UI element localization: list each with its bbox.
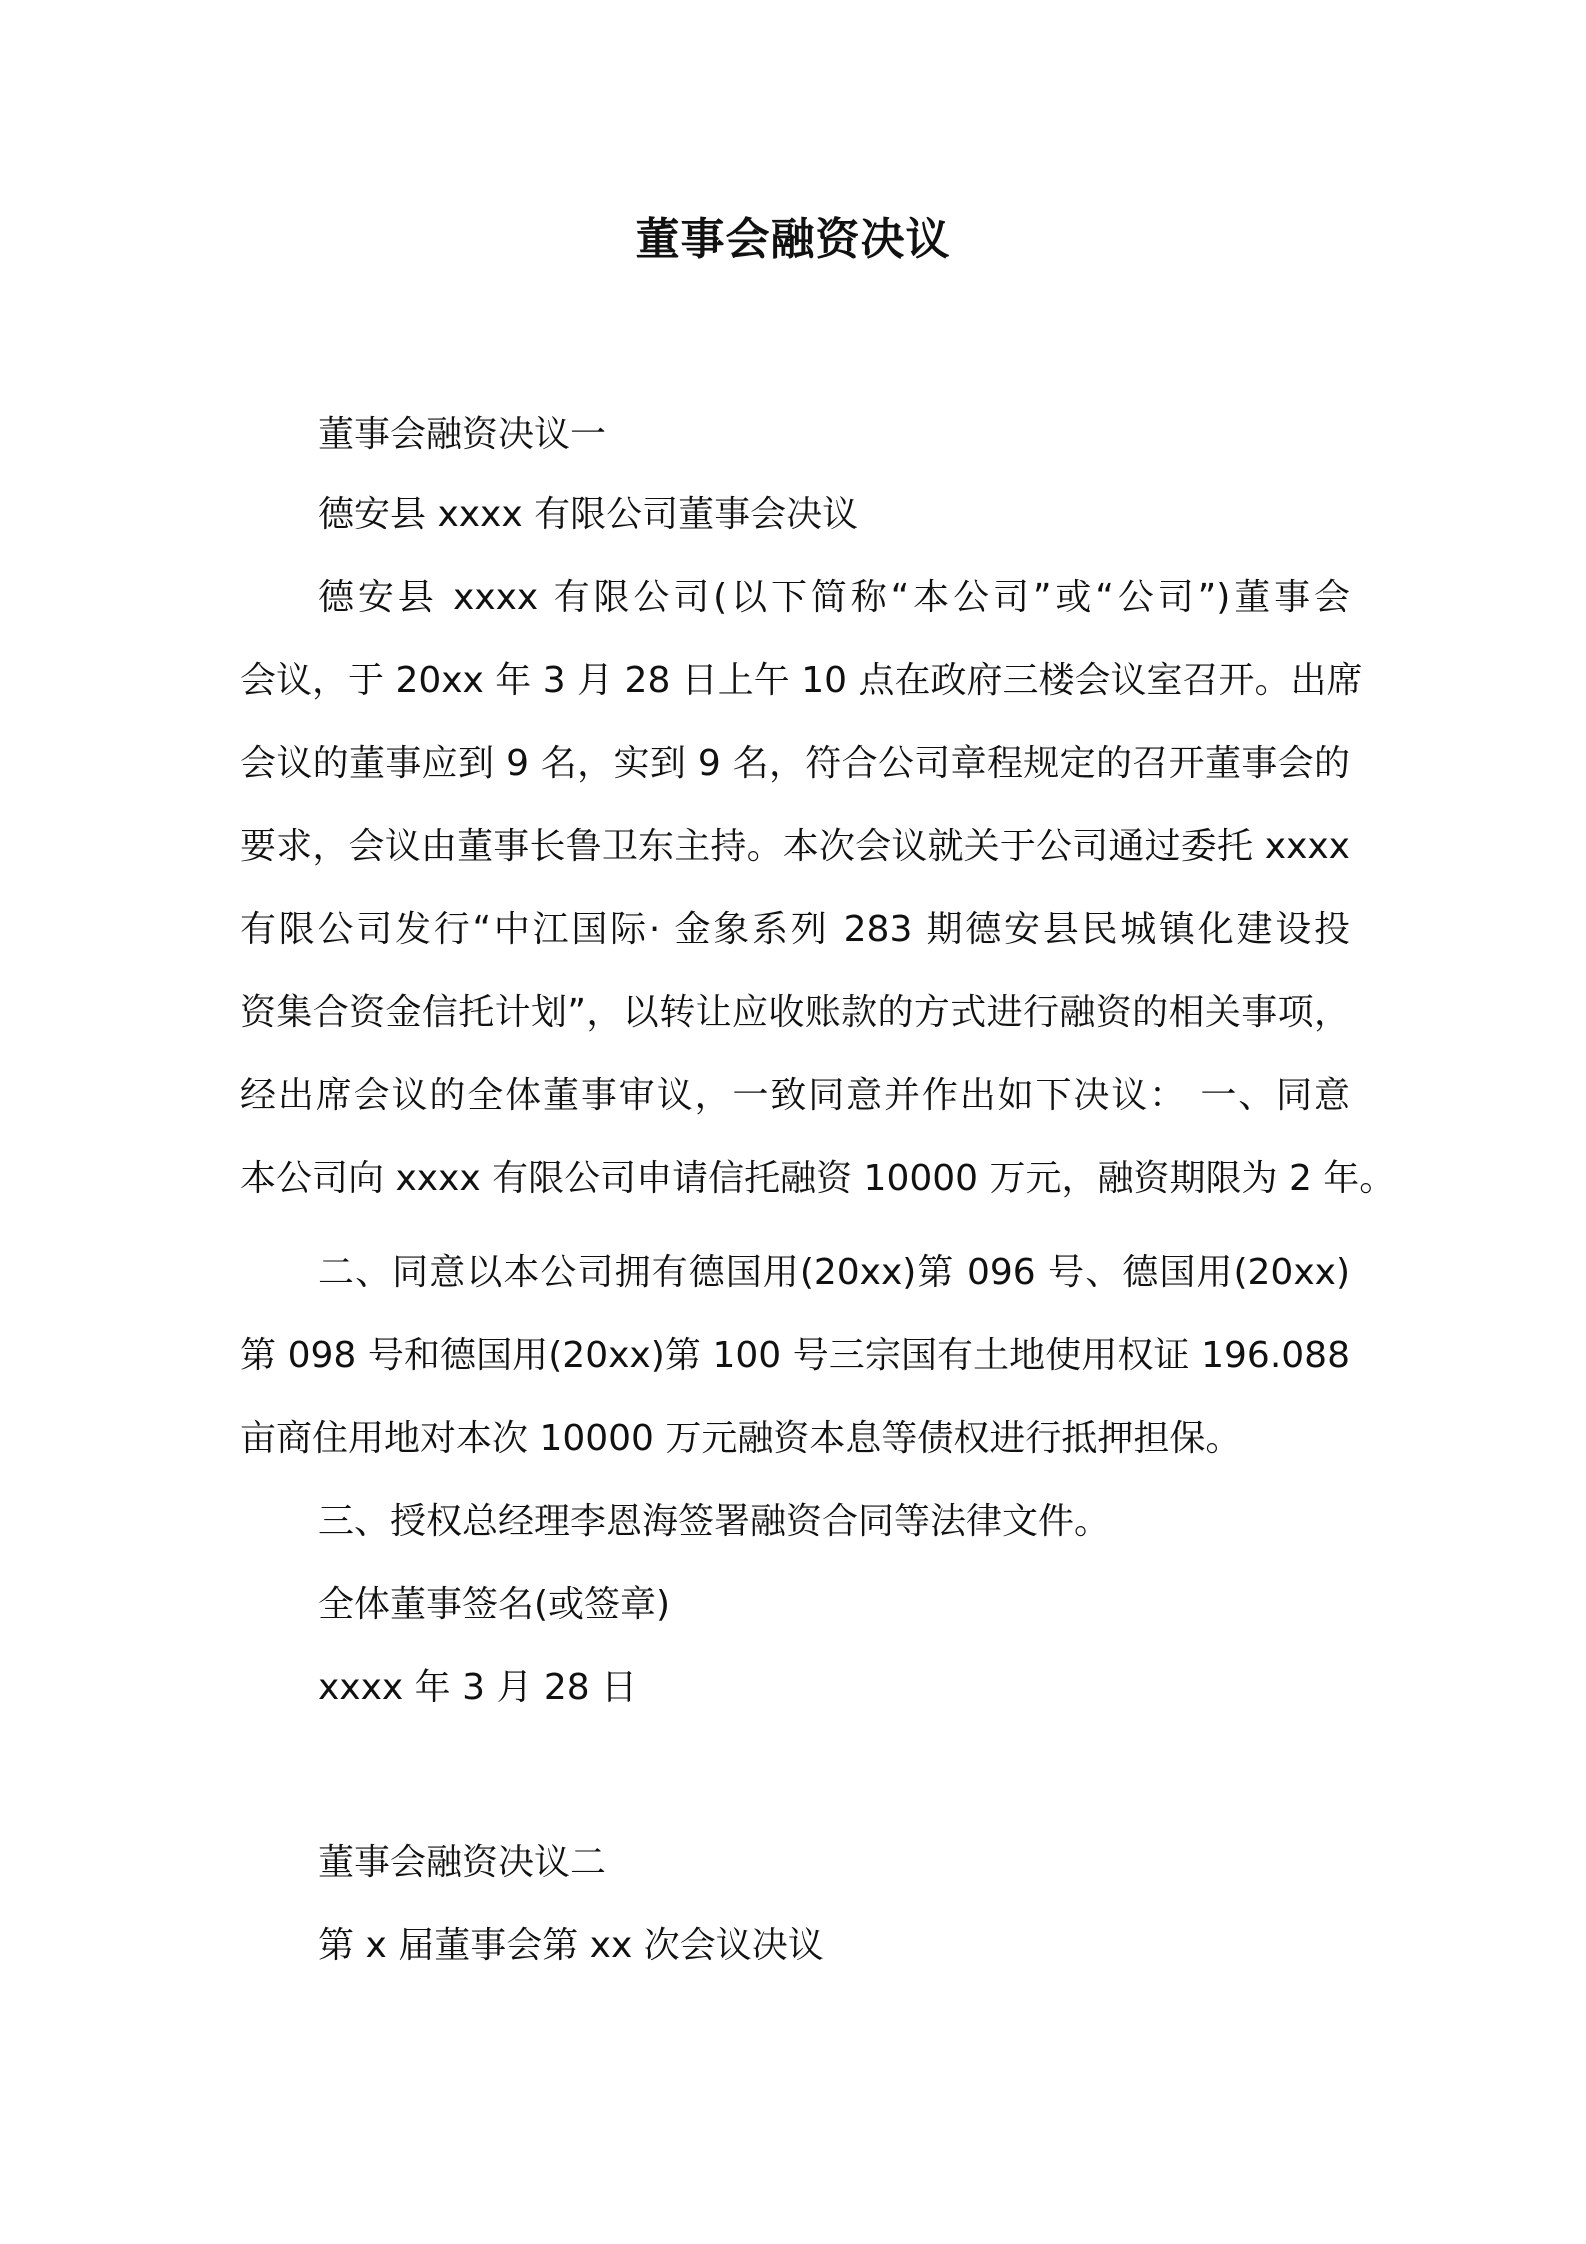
document-title: 董事会融资决议 xyxy=(635,214,951,265)
body-line: 第 098 号和德国用(20xx)第 100 号三宗国有土地使用权证 196.088 xyxy=(240,1335,1350,1376)
section1-heading: 董事会融资决议一 xyxy=(318,414,607,455)
resolution-item-2: 二、同意以本公司拥有德国用(20xx)第 096 号、德国用(20xx) xyxy=(318,1252,1350,1293)
body-line: 有限公司发行“中江国际· 金象系列 283 期德安县民城镇化建设投 xyxy=(240,909,1350,950)
section2-heading: 董事会融资决议二 xyxy=(318,1842,607,1883)
body-line: 本公司向 xxxx 有限公司申请信托融资 10000 万元，融资期限为 2 年。 xyxy=(240,1158,1396,1199)
section1-subheading: 德安县 xxxx 有限公司董事会决议 xyxy=(318,494,859,535)
section2-subheading: 第 x 届董事会第 xx 次会议决议 xyxy=(318,1925,824,1966)
body-line: 亩商住用地对本次 10000 万元融资本息等债权进行抵押担保。 xyxy=(240,1418,1242,1459)
body-line: 会议，于 20xx 年 3 月 28 日上午 10 点在政府三楼会议室召开。出席 xyxy=(240,660,1363,701)
body-line: 会议的董事应到 9 名，实到 9 名，符合公司章程规定的召开董事会的 xyxy=(240,743,1350,784)
body-line: 经出席会议的全体董事审议，一致同意并作出如下决议： 一、同意 xyxy=(240,1075,1350,1116)
resolution-item-3: 三、授权总经理李恩海签署融资合同等法律文件。 xyxy=(318,1501,1111,1542)
body-line: 德安县 xxxx 有限公司(以下简称“本公司”或“公司”)董事会 xyxy=(318,577,1350,618)
body-line: 要求，会议由董事长鲁卫东主持。本次会议就关于公司通过委托 xxxx xyxy=(240,826,1350,867)
signature-date: xxxx 年 3 月 28 日 xyxy=(318,1667,638,1708)
signature-label: 全体董事签名(或签章) xyxy=(318,1584,671,1625)
body-line: 资集合资金信托计划”，以转让应收账款的方式进行融资的相关事项， xyxy=(240,992,1350,1033)
